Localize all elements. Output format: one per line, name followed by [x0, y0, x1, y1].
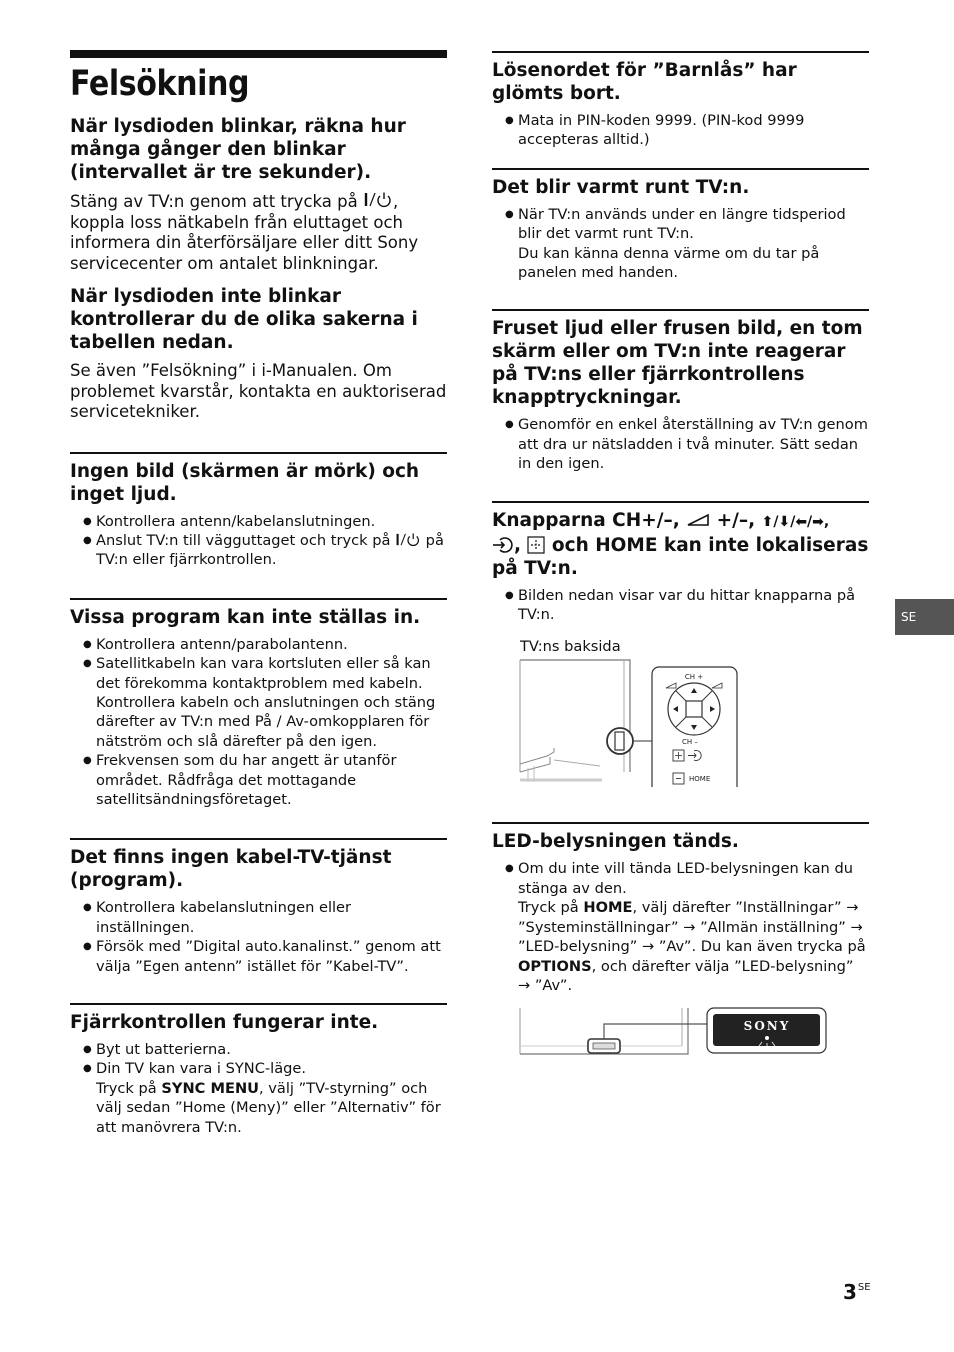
- list-item: ● Byt ut batterierna.: [70, 1040, 447, 1059]
- page-number: $3^{SE}$: [843, 1280, 871, 1304]
- panel-home-label: HOME: [689, 775, 711, 784]
- section-frozen: [492, 309, 869, 473]
- section-title: Knapparna CH+/–, +/–, ⬆/⬇/⬅/➡, , och HOME kan inte lokaliseras på TV:n.: [492, 509, 869, 579]
- right-column: [492, 50, 869, 1062]
- intro-heading-not-blinking: När lysdioden inte blinkar kontrollerar du de olika sakerna i tabellen nedan.: [70, 286, 418, 353]
- panel-ch-minus-label: CH –: [682, 738, 698, 747]
- arrow-icons: ⬆/⬇/⬅/➡,: [761, 513, 830, 530]
- bullet-list: [70, 898, 447, 976]
- list-item: ● Kontrollera antenn/parabolantenn.: [70, 635, 447, 654]
- left-column: [70, 50, 447, 1137]
- power-icon: [395, 531, 421, 550]
- bullet-list: [70, 635, 447, 810]
- bullet-list: [492, 586, 869, 625]
- list-item: ● Din TV kan vara i SYNC-läge. Tryck på SYNC MENU, välj ”TV-styrning” och välj sedan ”Home (Meny)” eller ”Alternativ” för att manövrera TV:n.: [70, 1059, 447, 1137]
- section-title: Ingen bild (skärmen är mörk) och inget ljud.: [70, 460, 420, 505]
- power-icon: [363, 191, 393, 213]
- home-button-icon: [527, 534, 545, 557]
- list-item: ● Frekvensen som du har angett är utanför området. Rådfråga det mottagande satellitsändningsföretaget.: [70, 751, 447, 809]
- section-title: LED-belysningen tänds.: [492, 831, 739, 853]
- section-tuning: [70, 598, 447, 810]
- list-item: ● När TV:n används under en längre tidsperiod blir det varmt runt TV:n. Du kan känna denna värme om du tar på panelen med handen.: [492, 205, 869, 283]
- volume-icon: [686, 509, 710, 532]
- list-item: ● Om du inte vill tända LED-belysningen kan du stänga av den. Tryck på HOME, välj därefter ”Inställningar” → ”Systeminställningar” → ”Allmän inställning” → ”LED-belysning” → ”Av”. Du kan även trycka på OPTIONS, och därefter välja ”LED-belysning” → ”Av”.: [492, 859, 869, 995]
- section-title: Fjärrkontrollen fungerar inte.: [70, 1012, 379, 1033]
- intro-heading-blinking: När lysdioden blinkar, räkna hur många gånger den blinkar (intervallet är tre sekunder).: [70, 116, 406, 183]
- bullet-list: [70, 512, 447, 570]
- intro-body-blinking: Stäng av TV:n genom att trycka på , koppla loss nätkabeln från eluttaget och informera din återförsäljare eller ditt Sony servicecenter om antalet blinkningar.: [70, 192, 419, 273]
- section-title: Det finns ingen kabel-TV-tjänst (program).: [70, 847, 392, 892]
- list-item: ● Kontrollera antenn/kabelanslutningen.: [70, 512, 447, 531]
- input-icon: [492, 534, 514, 557]
- list-item: ● Försök med ”Digital auto.kanalinst.” genom att välja ”Egen antenn” istället för ”Kabel-TV”.: [70, 937, 447, 976]
- section-title: Vissa program kan inte ställas in.: [70, 606, 421, 628]
- panel-ch-plus-label: CH +: [684, 673, 704, 682]
- section-title: Det blir varmt runt TV:n.: [492, 176, 750, 198]
- section-no-picture: [70, 452, 447, 570]
- section-cable: [70, 838, 447, 976]
- bullet-list: [492, 415, 869, 473]
- section-buttons: [492, 501, 869, 788]
- intro-body-not-blinking: Se även ”Felsökning” i i-Manualen. Om problemet kvarstår, kontakta en auktoriserad servicetekniker.: [70, 361, 447, 421]
- list-item: ● Kontrollera kabelanslutningen eller inställningen.: [70, 898, 447, 937]
- bullet-list: [492, 859, 869, 995]
- bullet-list: [492, 111, 869, 150]
- section-title: Fruset ljud eller frusen bild, en tom skärm eller om TV:n inte reagerar på TV:ns eller fjärrkontrollens knapptryckningar.: [492, 318, 863, 409]
- bullet-list: [492, 205, 869, 283]
- bullet-list: [70, 1040, 447, 1137]
- list-item: ● Anslut TV:n till vägguttaget och tryck på på TV:n eller fjärrkontrollen.: [70, 531, 447, 570]
- section-pin: [492, 51, 869, 150]
- section-remote: [70, 1003, 447, 1137]
- led-illumination-figure: [492, 1006, 869, 1062]
- section-warm: [492, 168, 869, 283]
- section-title: Lösenordet för ”Barnlås” har glömts bort.: [492, 60, 797, 104]
- sony-logo: SONY: [743, 1019, 791, 1034]
- list-item: ● Bilden nedan visar var du hittar knapparna på TV:n.: [492, 586, 869, 625]
- language-tab: SE: [895, 599, 954, 635]
- page-title: Felsökning: [70, 64, 250, 104]
- title-rule: [70, 50, 447, 58]
- list-item: ● Genomför en enkel återställning av TV:n genom att dra ur nätsladden i två minuter. Sätt sedan in den igen.: [492, 415, 869, 473]
- tv-rear-panel-figure: [492, 652, 869, 787]
- list-item: ● Satellitkabeln kan vara kortsluten eller så kan det förekomma kontaktproblem med kabeln. Kontrollera kabeln och anslutningen och stäng därefter av TV:n med På / Av-omkopplaren för nätström och slå därefter på den igen.: [70, 654, 447, 751]
- figure-label: TV:ns baksida: [520, 638, 621, 656]
- section-led: [492, 822, 869, 1062]
- list-item: ● Mata in PIN-koden 9999. (PIN-kod 9999 accepteras alltid.): [492, 111, 869, 150]
